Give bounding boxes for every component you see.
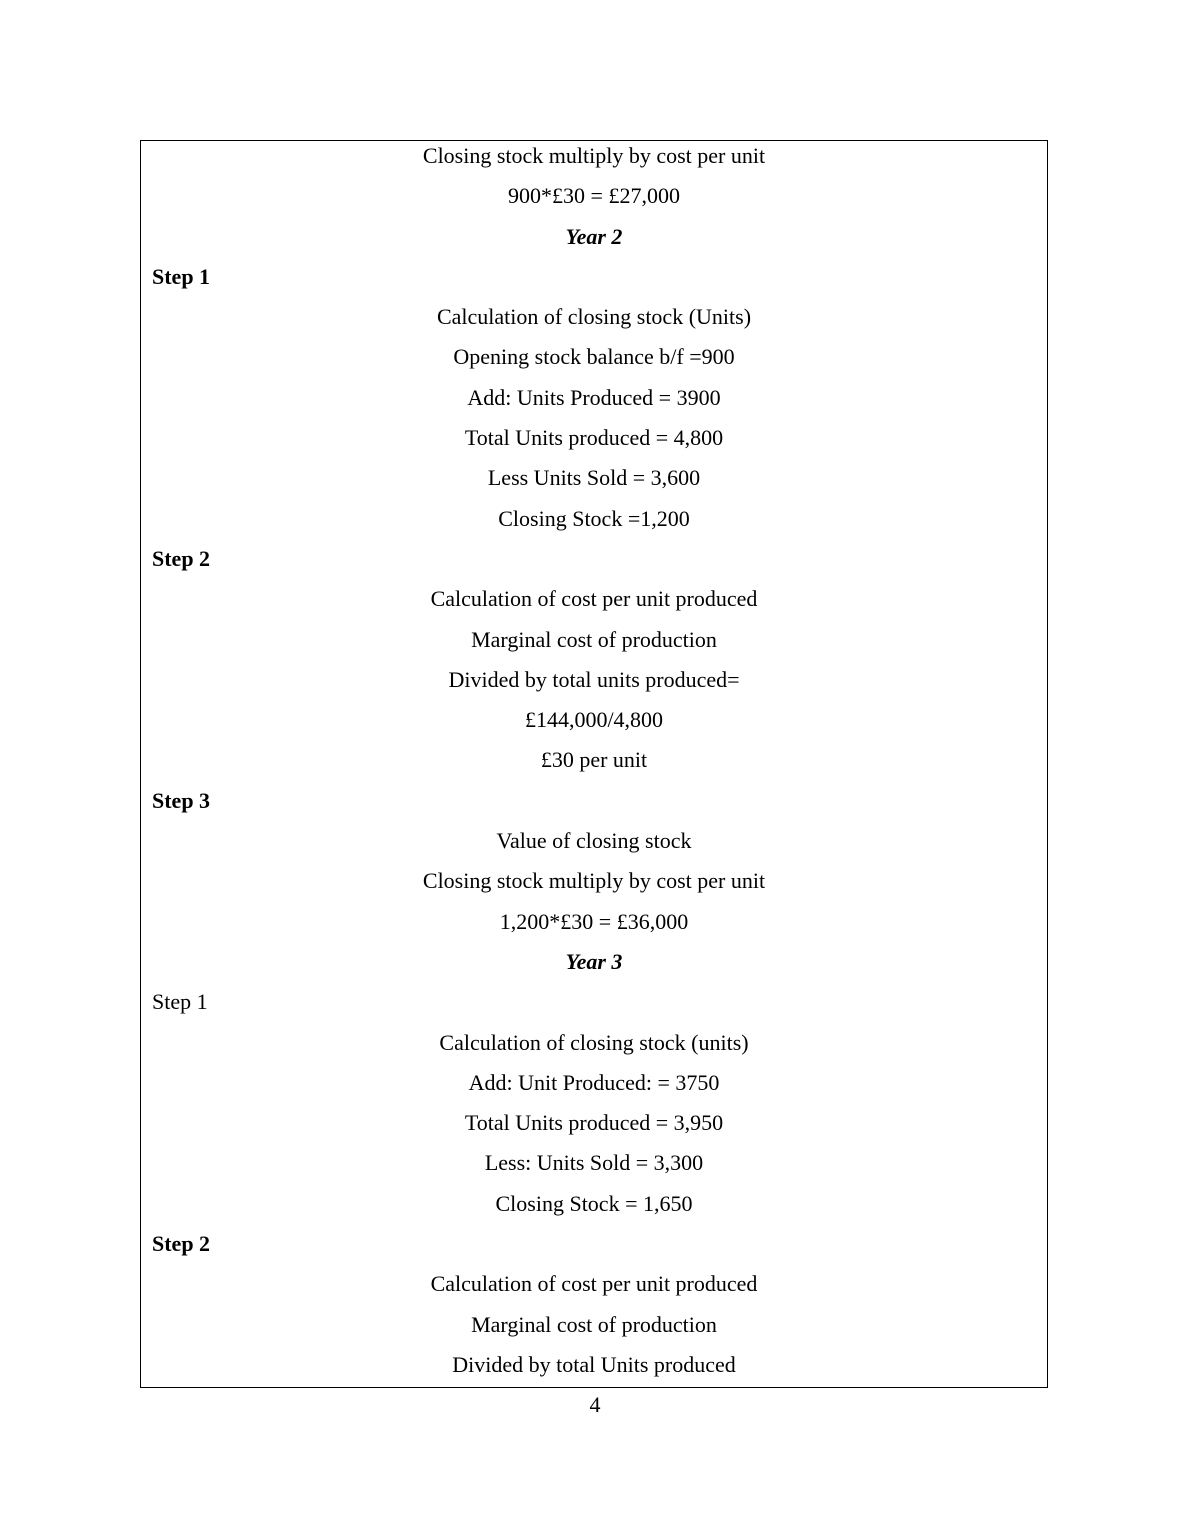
- text-line: Marginal cost of production: [471, 1311, 717, 1337]
- text-line: Value of closing stock: [496, 828, 692, 854]
- text-line: Add: Unit Produced: = 3750: [468, 1069, 720, 1095]
- text-line: Calculation of cost per unit produced: [430, 586, 758, 612]
- text-line: Calculation of cost per unit produced: [430, 1271, 758, 1297]
- text-line: Closing stock multiply by cost per unit: [422, 868, 766, 894]
- text-line: Closing Stock = 1,650: [495, 1190, 693, 1216]
- step-heading: Step 2: [152, 545, 211, 571]
- step-heading: Step 1: [152, 263, 211, 289]
- text-line: £30 per unit: [540, 747, 648, 773]
- text-line: Total Units produced = 3,950: [464, 1110, 724, 1136]
- text-line: Divided by total Units produced: [452, 1351, 736, 1377]
- text-line: Closing stock multiply by cost per unit: [422, 143, 766, 168]
- text-line: Less Units Sold = 3,600: [487, 465, 701, 491]
- year-heading: Year 3: [565, 948, 623, 974]
- text-line: Calculation of closing stock (units): [439, 1029, 749, 1055]
- text-line: Closing Stock =1,200: [498, 505, 690, 531]
- text-line: Divided by total units produced=: [448, 666, 740, 692]
- text-line: Add: Units Produced = 3900: [467, 384, 721, 410]
- text-line: 900*£30 = £27,000: [508, 183, 680, 209]
- calculation-box: [140, 140, 1048, 1388]
- page-number: 4: [589, 1392, 601, 1417]
- step-heading: Step 3: [152, 787, 211, 813]
- text-line: £144,000/4,800: [524, 707, 664, 733]
- text-line: Marginal cost of production: [471, 626, 717, 652]
- text-line: Total Units produced = 4,800: [464, 425, 724, 451]
- text-line: Opening stock balance b/f =900: [453, 344, 735, 370]
- text-line: Calculation of closing stock (Units): [436, 304, 752, 330]
- text-line: Less: Units Sold = 3,300: [484, 1150, 704, 1176]
- step-heading: Step 2: [152, 1231, 211, 1257]
- text-line: 1,200*£30 = £36,000: [499, 908, 689, 934]
- step-heading: Step 1: [152, 989, 208, 1015]
- year-heading: Year 2: [565, 223, 623, 249]
